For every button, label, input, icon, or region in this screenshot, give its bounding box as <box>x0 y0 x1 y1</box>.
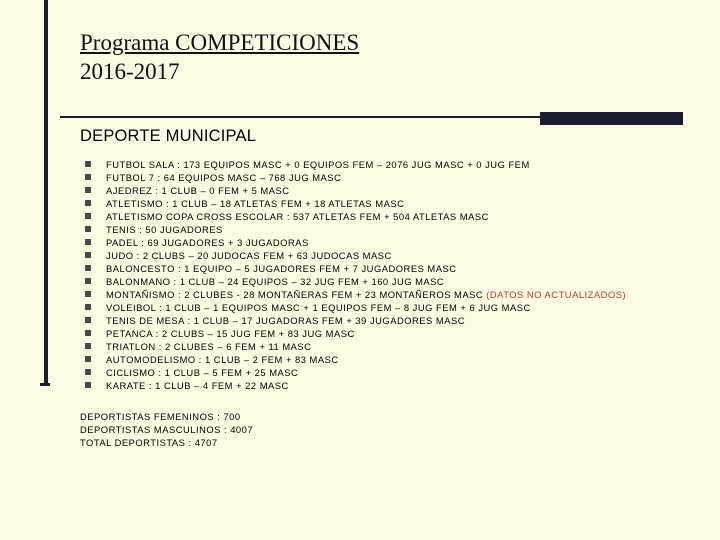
list-item-text <box>106 262 457 275</box>
item-label: AJEDREZ : 1 CLUB – 0 FEM + 5 MASC <box>106 185 290 196</box>
list-item-text <box>106 223 223 236</box>
item-label: ATLETISMO COPA CROSS ESCOLAR : 537 ATLETAS FEM + 504 ATLETAS MASC <box>106 211 489 222</box>
item-label: PADEL : 69 JUGADORES + 3 JUGADORAS <box>106 237 309 248</box>
item-label: KARATE : 1 CLUB – 4 FEM + 22 MASC <box>106 380 289 391</box>
square-bullet-icon <box>85 369 91 375</box>
list-item-text <box>106 366 298 379</box>
item-label: ATLETISMO : 1 CLUB – 18 ATLETAS FEM + 18 ATLETAS MASC <box>106 198 405 209</box>
list-item-text <box>106 210 489 223</box>
square-bullet-icon <box>85 343 91 349</box>
item-label: TENIS : 50 JUGADORES <box>106 224 223 235</box>
title-line-1: Programa COMPETICIONES <box>80 30 360 55</box>
list-item-text <box>106 158 530 171</box>
list-item-text <box>106 171 341 184</box>
list-item-text <box>106 236 309 249</box>
item-note: (DATOS NO ACTUALIZADOS) <box>486 289 627 300</box>
square-bullet-icon <box>85 200 91 206</box>
section-title: DEPORTE MUNICIPAL <box>80 127 257 145</box>
square-bullet-icon <box>85 213 91 219</box>
item-label: PETANCA : 2 CLUBS – 15 JUG FEM + 83 JUG MASC <box>106 328 355 339</box>
list-item-text <box>106 353 339 366</box>
list-item-text <box>106 249 392 262</box>
list-item-text <box>106 275 444 288</box>
item-label: JUDO : 2 CLUBS – 20 JUDOCAS FEM + 63 JUDOCAS MASC <box>106 250 392 261</box>
left-bar-foot <box>40 383 50 386</box>
square-bullet-icon <box>85 356 91 362</box>
list-item-text <box>106 288 626 301</box>
item-label: AUTOMODELISMO : 1 CLUB – 2 FEM + 83 MASC <box>106 354 339 365</box>
square-bullet-icon <box>85 265 91 271</box>
item-label: CICLISMO : 1 CLUB – 5 FEM + 25 MASC <box>106 367 299 378</box>
title-line-2: 2016-2017 <box>80 59 180 84</box>
item-label: BALONMANO : 1 CLUB – 24 EQUIPOS – 32 JUG FEM + 160 JUG MASC <box>106 276 445 287</box>
square-bullet-icon <box>85 187 91 193</box>
left-vertical-bar <box>44 0 48 384</box>
item-label: MONTAÑISMO : 2 CLUBES - 28 MONTAÑERAS FEM + 23 MONTAÑEROS MASC <box>106 289 487 300</box>
square-bullet-icon <box>85 239 91 245</box>
total-female: DEPORTISTAS FEMENINOS : 700 <box>80 411 241 422</box>
square-bullet-icon <box>85 291 91 297</box>
item-label: BALONCESTO : 1 EQUIPO – 5 JUGADORES FEM + 7 JUGADORES MASC <box>106 263 457 274</box>
item-label: FUTBOL 7 : 64 EQUIPOS MASC – 768 JUG MASC <box>106 172 342 183</box>
list-item-text <box>106 301 531 314</box>
square-bullet-icon <box>85 330 91 336</box>
list-item-text <box>106 184 289 197</box>
list-item-text <box>106 197 404 210</box>
totals-block <box>80 410 253 449</box>
rule-accent-block <box>540 112 683 125</box>
square-bullet-icon <box>85 161 91 167</box>
item-label: TRIATLON : 2 CLUBES – 6 FEM + 11 MASC <box>106 341 312 352</box>
list-item-text <box>106 314 465 327</box>
list-item-text <box>106 379 289 392</box>
total-all: TOTAL DEPORTISTAS : 4707 <box>80 437 218 448</box>
square-bullet-icon <box>85 226 91 232</box>
square-bullet-icon <box>85 278 91 284</box>
list-item-text <box>106 327 355 340</box>
list-item-text <box>106 340 311 353</box>
square-bullet-icon <box>85 382 91 388</box>
square-bullet-icon <box>85 317 91 323</box>
square-bullet-icon <box>85 304 91 310</box>
square-bullet-icon <box>85 174 91 180</box>
item-label: TENIS DE MESA : 1 CLUB – 17 JUGADORAS FEM + 39 JUGADORES MASC <box>106 315 465 326</box>
item-label: VOLEIBOL : 1 CLUB – 1 EQUIPOS MASC + 1 EQUIPOS FEM – 8 JUG FEM + 6 JUG MASC <box>106 302 531 313</box>
item-label: FUTBOL SALA : 173 EQUIPOS MASC + 0 EQUIPOS FEM – 2076 JUG MASC + 0 JUG FEM <box>106 159 530 170</box>
page-title <box>80 28 359 86</box>
square-bullet-icon <box>85 252 91 258</box>
total-male: DEPORTISTAS MASCULINOS : 4007 <box>80 424 254 435</box>
